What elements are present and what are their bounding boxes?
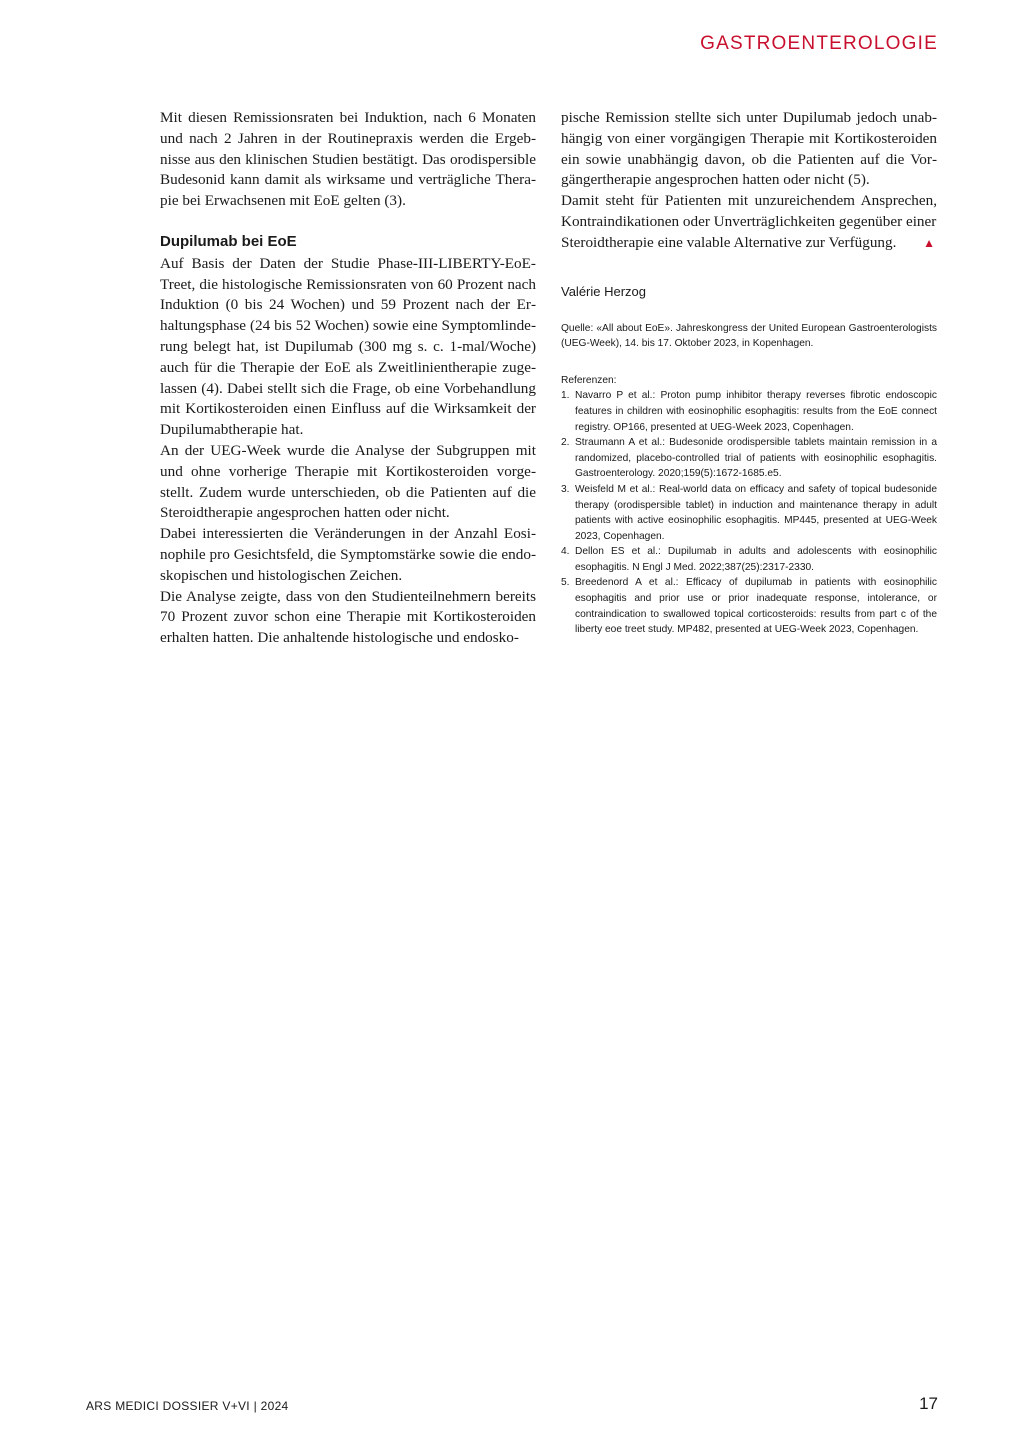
closing-text: Steroidtherapie eine valable Alternative zur Verfügung.	[561, 233, 897, 251]
body-paragraph: Damit steht für Patienten mit unzureichendem Ansprechen, Kontraindikationen oder Unverträglichkeiten gegenüber einer	[561, 192, 937, 230]
end-triangle-icon: ▲	[923, 235, 935, 250]
closing-line	[561, 233, 937, 254]
page-number: 17	[919, 1394, 938, 1413]
right-column	[561, 108, 937, 638]
body-paragraph: Dabei interessierten die Veränderungen in der Anzahl Eosinophile pro Gesichtsfeld, die Symptomstärke sowie die endoskopischen und histologischen Zeichen.	[160, 525, 536, 584]
right-body	[561, 108, 937, 254]
reference-text: Breedenord A et al.: Efficacy of dupilumab in patients with eosinophilic esophagitis and prior use or prior inadequate response, intolerance, or contraindication to swallowed topical corticosteroids: results from part c of the liberty eoe treet study. MP482, presented at UEG-Week 2023, Copenhagen.	[575, 577, 937, 636]
reference-item	[561, 544, 937, 575]
reference-item	[561, 575, 937, 637]
source-note: Quelle: «All about EoE». Jahreskongress der United European Gastroenterologists (UEG-Week), 14. bis 17. Oktober 2023, in Kopenhagen.	[561, 322, 937, 350]
body-paragraph: An der UEG-Week wurde die Analyse der Subgruppen mit und ohne vorherige Therapie mit Kortikosteroiden vorgestellt. Zudem wurde unterschieden, ob die Patienten auf die Steroidtherapie angesprochen hatten oder nicht.	[160, 441, 536, 522]
references-list	[561, 388, 937, 638]
reference-number: 2.	[561, 437, 570, 449]
reference-text: Weisfeld M et al.: Real-world data on efficacy and safety of topical budesonide therapy (orodispersible tablet) in induction and maintenance therapy in adult patients with active eosinophilic esophagitis. MP445, presented at UEG-Week 2023, Copenhagen.	[575, 483, 937, 542]
intro-paragraph: Mit diesen Remissionsraten bei Induktion, nach 6 Monaten und nach 2 Jahren in der Routinepraxis werden die Ergebnisse aus den klinischen Studien bestätigt. Das orodispersible Budesonid kann damit als wirksame und verträgliche Therapie bei Erwachsenen mit EoE gelten (3).	[160, 109, 536, 210]
reference-number: 4.	[561, 546, 570, 558]
body-paragraph: Auf Basis der Daten der Studie Phase-III-LIBERTY-EoE-Treet, die histologische Remissionsraten von 60 Prozent nach Induktion (0 bis 24 Wochen) und 59 Prozent nach der Erhaltungsphase (24 bis 52 Wochen) sowie eine Symptomlinderung belegt hat, ist Dupilumab (300 mg s. c. 1-mal/Woche) auch für die Therapie der EoE als Zweitlinientherapie zugelassen (4). Dabei stellt sich die Frage, ob eine Vorbehandlung mit Kortikosteroiden einen Einfluss auf die Wirksamkeit der Dupilumabtherapie hat.	[160, 254, 536, 439]
reference-item	[561, 435, 937, 482]
subheading: Dupilumab bei EoE	[160, 232, 297, 250]
body-paragraph: Die Analyse zeigte, dass von den Studienteilnehmern bereits 70 Prozent zuvor schon eine Therapie mit Kortikosteroiden erhalten hatten. Die anhaltende histologische und endosko-	[160, 587, 536, 647]
footer-publication: ARS MEDICI DOSSIER V+VI | 2024	[86, 1399, 289, 1413]
left-column	[160, 108, 536, 649]
references-heading: Referenzen:	[561, 374, 617, 386]
reference-item	[561, 482, 937, 544]
reference-item	[561, 388, 937, 435]
section-title: GASTROENTEROLOGIE	[700, 33, 938, 54]
author: Valérie Herzog	[561, 283, 647, 299]
reference-text: Navarro P et al.: Proton pump inhibitor therapy reverses fibrotic endoscopic features in children with eosinophilic esophagitis: results from the EoE connect registry. OP166, presented at UEG-Week 2023, Copenhagen.	[575, 390, 937, 433]
body-paragraph: pische Remission stellte sich unter Dupilumab jedoch unabhängig von einer vorgängigen Therapie mit Kortikosteroiden ein sowie unabhängig davon, ob die Patienten auf die Vorgängertherapie angesprochen hatten oder nicht (5).	[561, 109, 937, 189]
reference-number: 5.	[561, 577, 570, 589]
reference-number: 1.	[561, 390, 570, 402]
reference-text: Straumann A et al.: Budesonide orodispersible tablets maintain remission in a randomized, placebo-controlled trial of patients with eosinophilic esophagitis. Gastroenterology. 2020;159(5):1672-1685.e5.	[575, 437, 937, 480]
reference-text: Dellon ES et al.: Dupilumab in adults and adolescents with eosinophilic esophagitis. N Engl J Med. 2022;387(25):2317-2330.	[575, 546, 937, 573]
reference-number: 3.	[561, 483, 570, 495]
